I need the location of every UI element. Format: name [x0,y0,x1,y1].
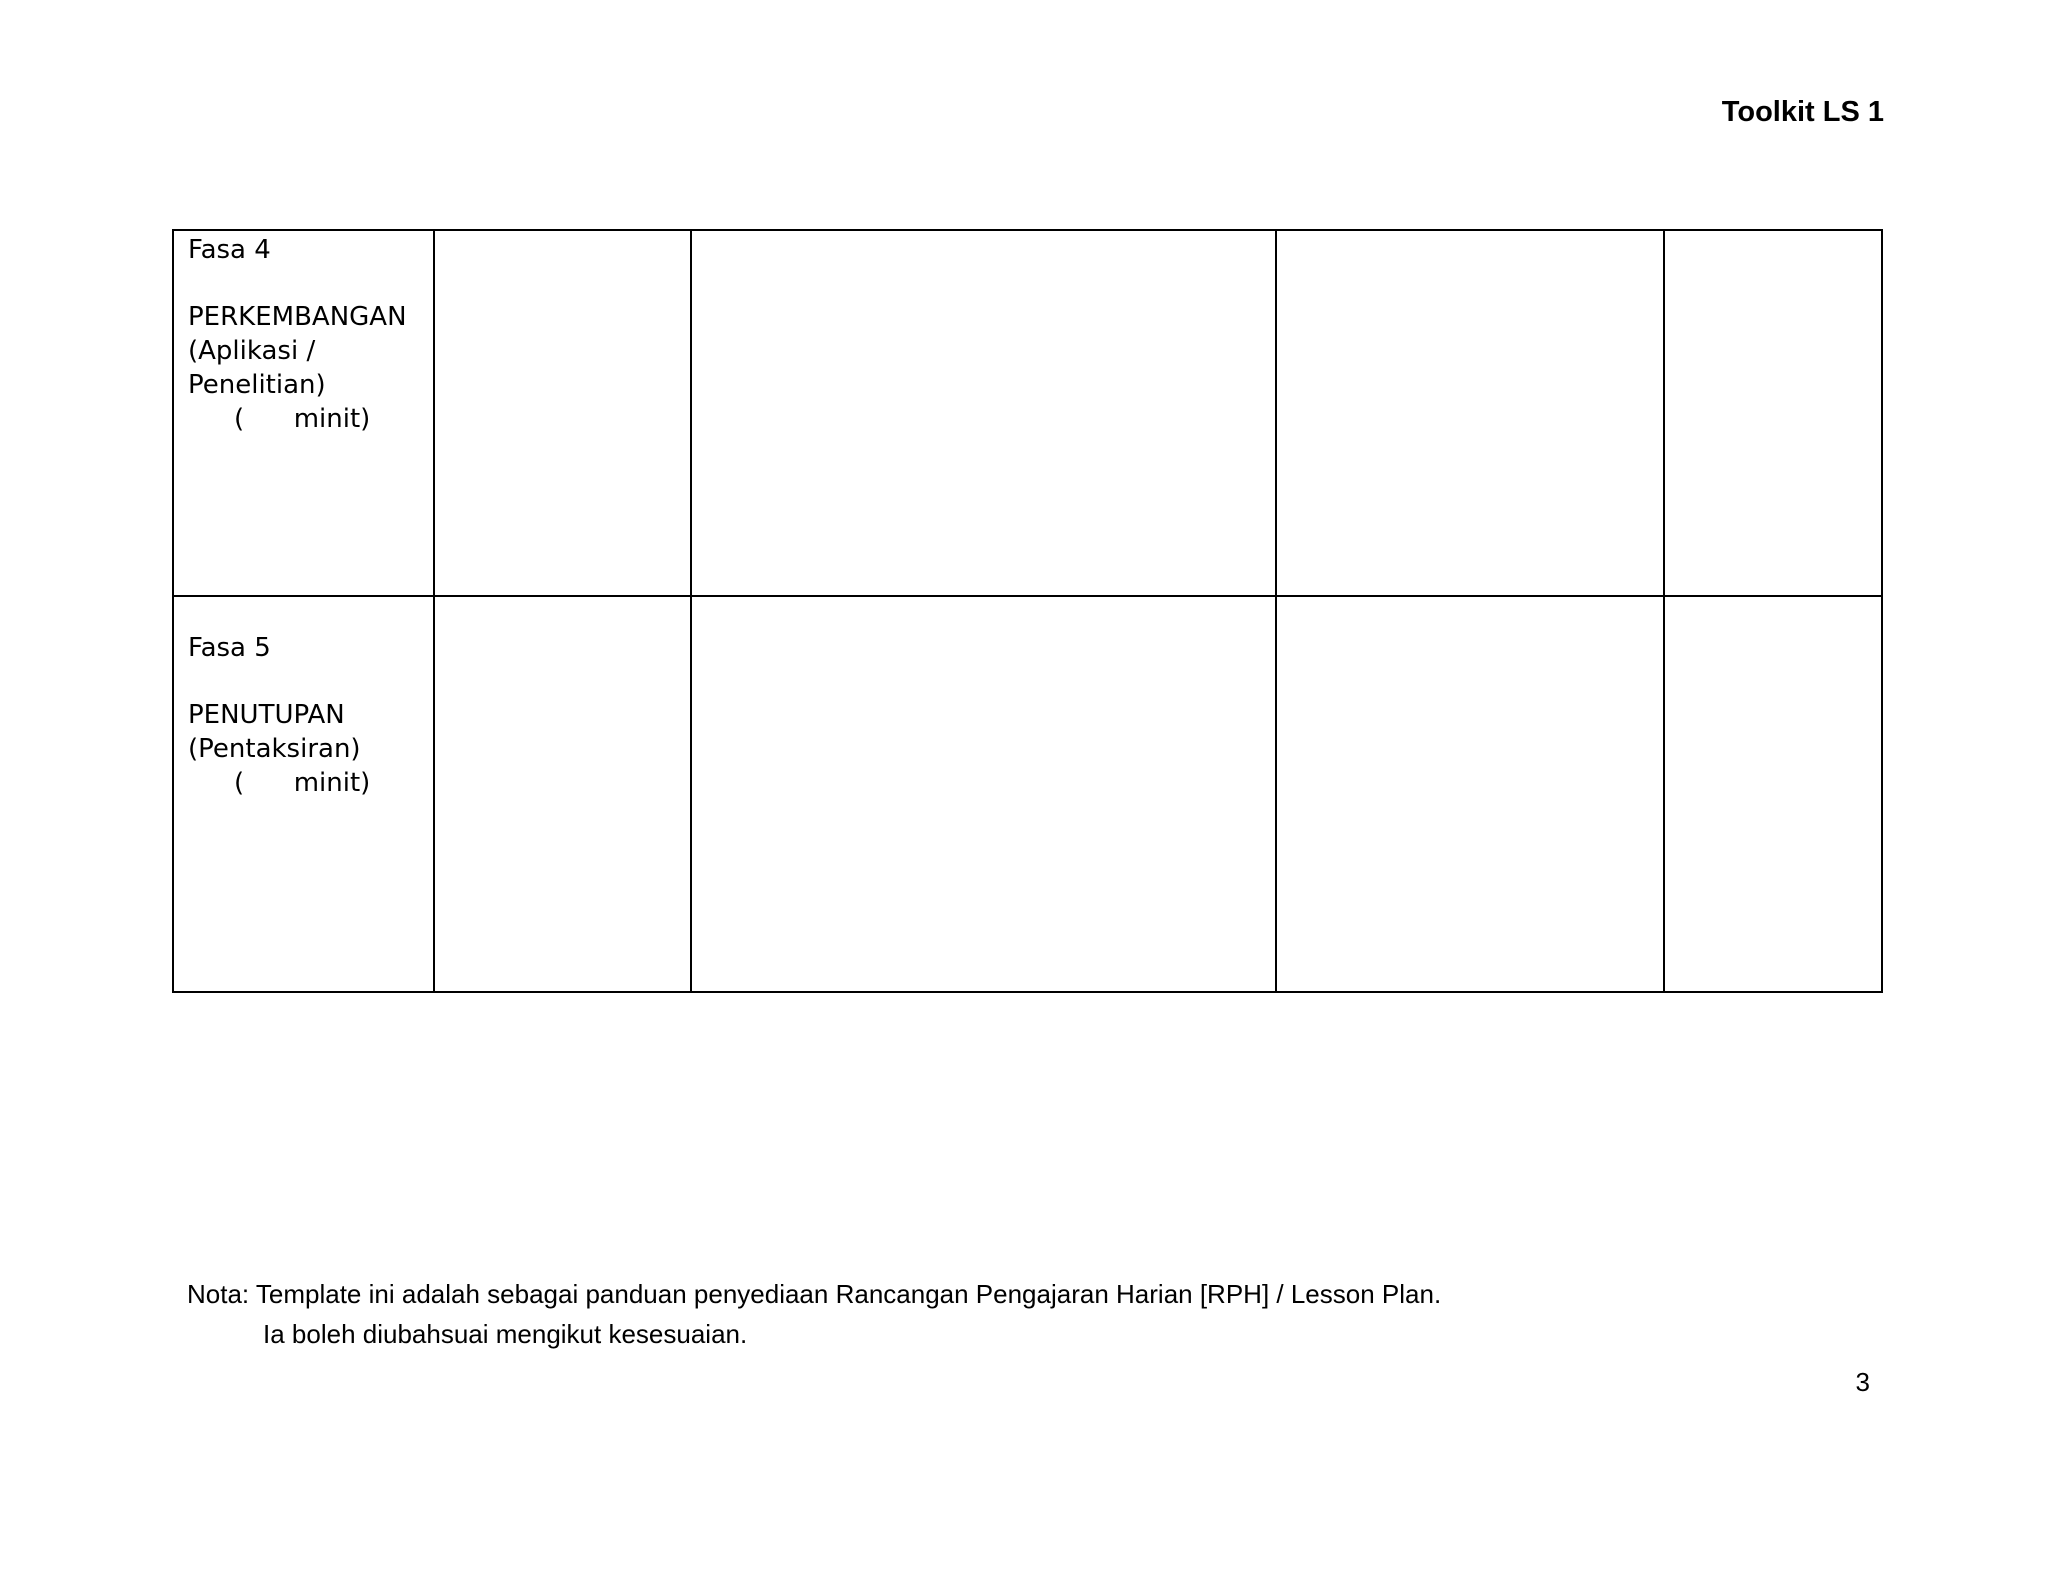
phase-label: Fasa 4 [188,235,271,265]
table-row-fasa-5 [173,596,1882,992]
phase-name: PERKEMBANGAN [188,302,407,332]
lesson-plan-table [172,229,1883,993]
note-line: Nota: Template ini adalah sebagai panduan penyediaan Rancangan Pengajaran Harian [RPH] / Lesson Plan. [187,1279,1442,1309]
phase-description-line: (Aplikasi / [188,336,316,366]
phase-description-line: Penelitian) [188,370,326,400]
document-header-title: Toolkit LS 1 [1721,96,1884,128]
phase-description-line: (Pentaksiran) [188,734,361,764]
empty-table-cell [1276,596,1664,992]
phase-minutes: ( minit) [234,768,371,798]
phase-name: PENUTUPAN [188,700,345,730]
empty-table-cell [691,596,1276,992]
phase-cell-fasa-5 [173,596,434,992]
phase-label: Fasa 5 [188,633,271,663]
phase-minutes: ( minit) [234,404,371,434]
empty-table-cell [434,596,691,992]
empty-table-cell [1276,230,1664,596]
phase-cell-fasa-4 [173,230,434,596]
note-block [187,1274,1441,1354]
empty-table-cell [434,230,691,596]
table-row-fasa-4 [173,230,1882,596]
empty-table-cell [1664,596,1882,992]
empty-table-cell [1664,230,1882,596]
note-line: Ia boleh diubahsuai mengikut kesesuaian. [263,1319,748,1349]
empty-table-cell [691,230,1276,596]
page-number: 3 [1855,1367,1870,1397]
